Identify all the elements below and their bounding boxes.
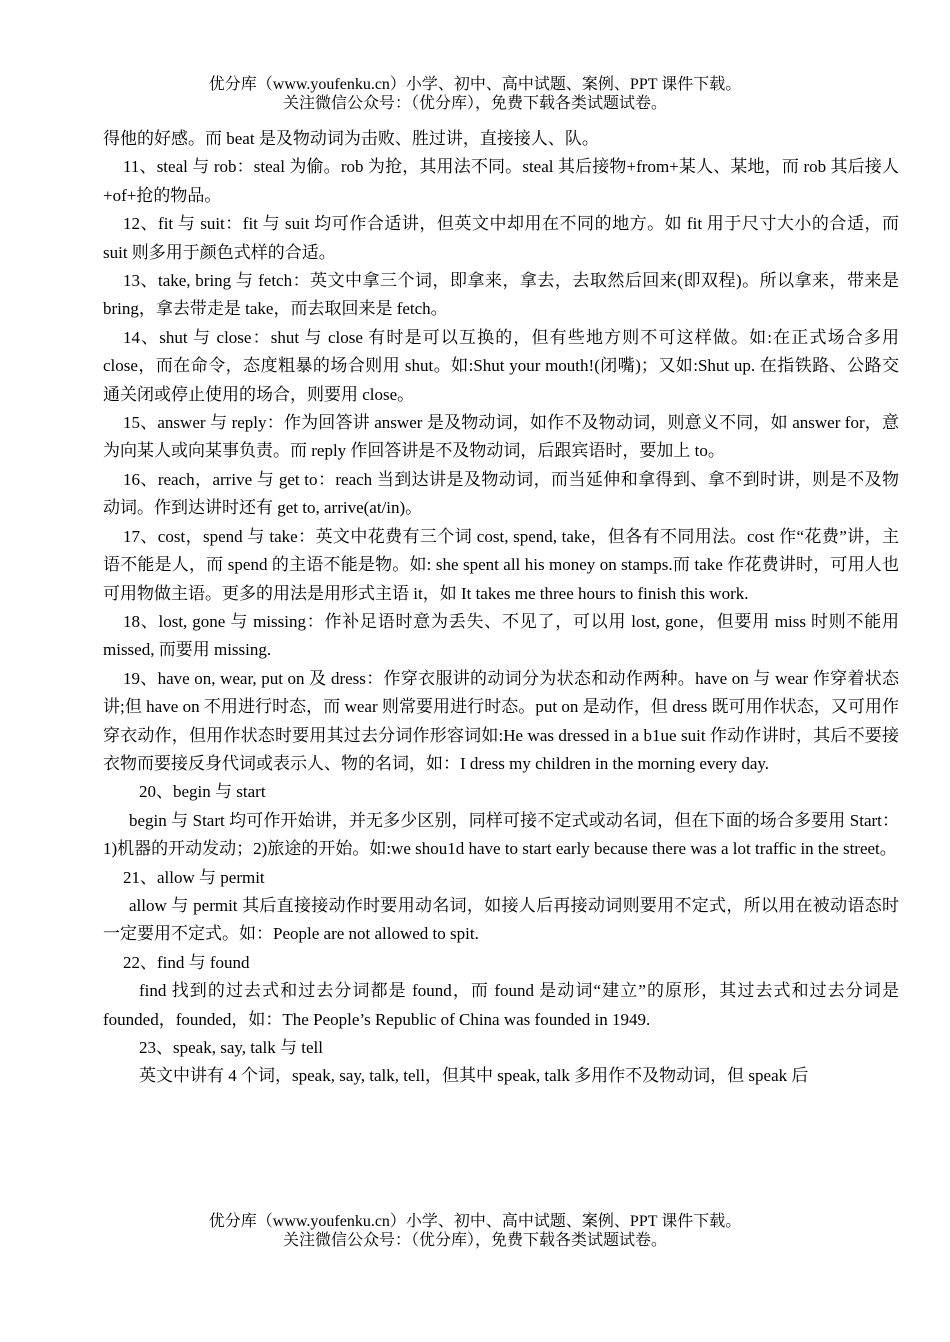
paragraph: 得他的好感。而 beat 是及物动词为击败、胜过讲，直接接人、队。 xyxy=(103,129,599,148)
paragraph-item-20: begin 与 Start 均可作开始讲，并无多少区别，同样可接不定式或动名词，但在下面的场合多要用 Start：1)机器的开动发动；2)旅途的开始。如:we shou1d have to start early because there was a lot traffic in the street。 xyxy=(103,810,899,859)
header-line-1: 优分库（www.youfenku.cn）小学、初中、高中试题、案例、PPT 课件下载。 xyxy=(208,76,742,93)
header-line-2: 关注微信公众号：（优分库），免费下载各类试题试卷。 xyxy=(282,95,667,112)
paragraph-item-11: 11、steal 与 rob：steal 为偷。rob 为抢，其用法不同。steal 其后接物+from+某人、某地，而 rob 其后接人+of+抢的物品。 xyxy=(103,157,899,205)
footer-line-2: 关注微信公众号：（优分库），免费下载各类试题试卷。 xyxy=(282,1232,667,1249)
paragraph-item-19: 19、have on, wear, put on 及 dress：作穿衣服讲的动词分为状态和动作两种。have on 与 wear 作穿着状态讲;但 have on 不用进行时态，而 wear 则常要用进行时态。put on 是动作，但 dress 既可用作状态，又可用作穿衣动作，但用作状态时要用其过去分词作形容词如:He was dressed in a b1ue suit 作动作讲时，其后不要接衣物而要接反身代词或表示人、物的名词，如：I dress my children in the morning every day. xyxy=(103,668,899,773)
paragraph-item-12: 12、fit 与 suit：fit 与 suit 均可作合适讲，但英文中却用在不同的地方。如 fit 用于尺寸大小的合适，而 suit 则多用于颜色式样的合适。 xyxy=(103,214,899,262)
document-body xyxy=(103,125,899,1091)
paragraph-item-21: allow 与 permit 其后直接接动作时要用动名词，如接人后再接动词则要用不定式，所以用在被动语态时一定要用不定式。如：People are not allowed to spit. xyxy=(103,895,899,944)
heading-item-22: 22、find 与 found xyxy=(123,952,250,972)
heading-item-20: 20、begin 与 start xyxy=(139,782,266,802)
paragraph-item-16: 16、reach，arrive 与 get to：reach 当到达讲是及物动词，而当延伸和拿得到、拿不到时讲，则是不及物动词。作到达讲时还有 get to, arrive(at/in)。 xyxy=(103,469,899,518)
paragraph-item-13: 13、take, bring 与 fetch：英文中拿三个词，即拿来，拿去，去取然后回来(即双程)。所以拿来，带来是 bring，拿去带走是 take，而去取回来是 fetch。 xyxy=(103,271,899,319)
paragraph-item-17: 17、cost，spend 与 take：英文中花费有三个词 cost, spend, take，但各有不同用法。cost 作“花费”讲，主语不能是人，而 spend 的主语不能是物。如: she spent all his money on stamps.而 take 作花费讲时，可用人也可用物做主语。更多的用法是用形式主语 it，如 It takes me three hours to finish this work. xyxy=(103,526,899,603)
paragraph-item-23: 英文中讲有 4 个词，speak, say, talk, tell，但其中 speak, talk 多用作不及物动词，但 speak 后 xyxy=(139,1066,809,1086)
heading-item-23: 23、speak, say, talk 与 tell xyxy=(139,1038,323,1057)
heading-item-21: 21、allow 与 permit xyxy=(123,867,265,887)
paragraph-item-18: 18、lost, gone 与 missing：作补足语时意为丢失、不见了，可以用 lost, gone，但要用 miss 时则不能用 missed, 而要用 missing. xyxy=(103,611,899,660)
page-header xyxy=(0,75,950,113)
paragraph-item-15: 15、answer 与 reply：作为回答讲 answer 是及物动词，如作不及物动词，则意义不同，如 answer for，意为向某人或向某事负责。而 reply 作回答讲是不及物动词，后跟宾语时，要加上 to。 xyxy=(103,413,899,461)
paragraph-item-14: 14、shut 与 close：shut 与 close 有时是可以互换的，但有些地方则不可这样做。如:在正式场合多用 close，而在命令，态度粗暴的场合则用 shut。如:Shut your mouth!(闭嘴)；又如:Shut up. 在指铁路、公路交通关闭或停止使用的场合，则要用 close。 xyxy=(103,327,899,404)
page-footer xyxy=(0,1212,950,1250)
footer-line-1: 优分库（www.youfenku.cn）小学、初中、高中试题、案例、PPT 课件下载。 xyxy=(208,1213,742,1230)
paragraph-item-22: find 找到的过去式和过去分词都是 found，而 found 是动词“建立”的原形，其过去式和过去分词是 founded，founded，如：The People’s Republic of China was founded in 1949. xyxy=(103,981,899,1029)
